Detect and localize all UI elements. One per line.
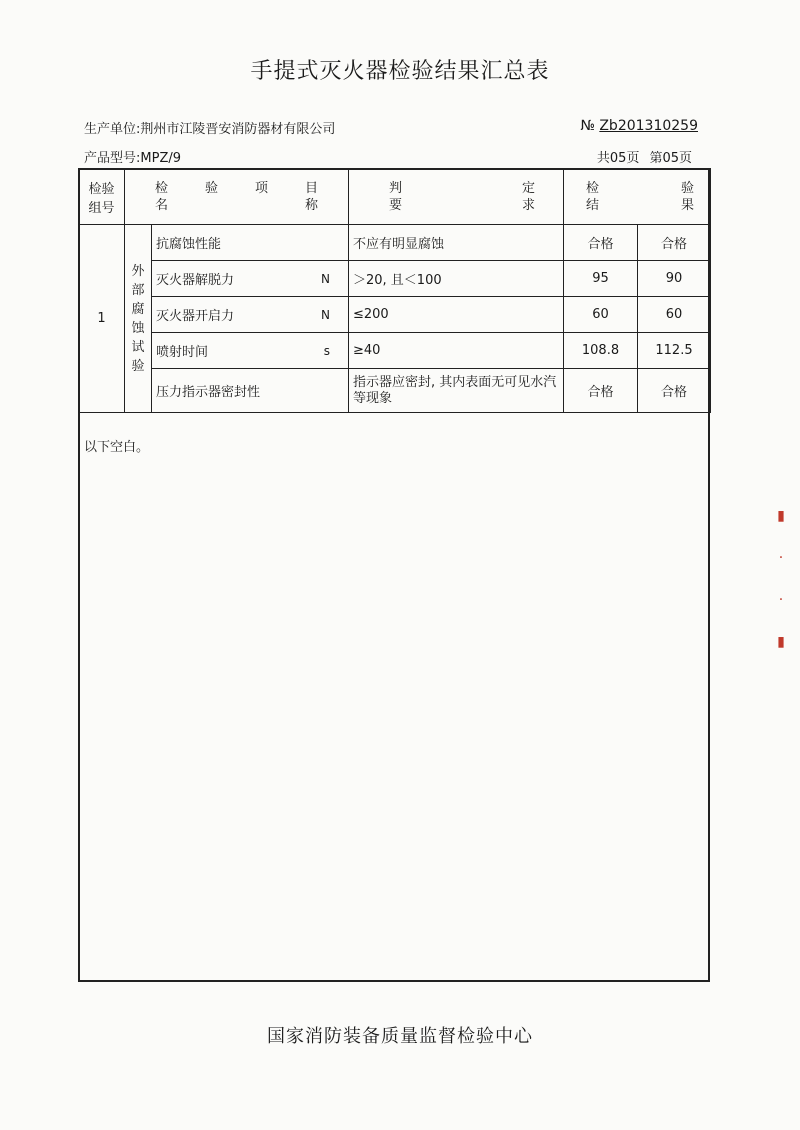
header-item-char6: 称 (304, 197, 318, 213)
report-number-prefix: № (580, 118, 595, 134)
group-name-char: 蚀 (131, 320, 145, 336)
header-item (125, 169, 349, 225)
producer-line (84, 118, 335, 137)
item-name: 喷射时间 s (152, 333, 349, 369)
result-1: 60 (564, 297, 638, 333)
table-row (79, 297, 711, 333)
document-title: 手提式灭火器检验结果汇总表 (250, 59, 550, 84)
item-unit: N (321, 307, 330, 322)
page-count (597, 147, 692, 166)
report-number-value: Zb201310259 (599, 118, 698, 134)
model-label: 产品型号: (84, 151, 141, 166)
header-result (564, 169, 711, 225)
header-criteria-char4: 求 (521, 197, 535, 213)
header-item-char4: 目 (304, 180, 318, 196)
item-name: 灭火器解脱力 N (152, 261, 349, 297)
group-name-char: 外 (131, 263, 145, 279)
result-2: 90 (638, 261, 711, 297)
group-name-char: 部 (131, 282, 145, 298)
item-name: 抗腐蚀性能 (152, 225, 349, 261)
page-current: 第05页 (649, 151, 692, 166)
header-item-char1: 检 (155, 180, 169, 196)
header-result-char2: 验 (680, 180, 694, 196)
group-number: 1 (79, 225, 125, 413)
item-name: 灭火器开启力 N (152, 297, 349, 333)
header-result-char1: 检 (586, 180, 600, 196)
criteria: ＞20, 且＜100 (349, 261, 564, 297)
model-value: MPZ/9 (140, 151, 182, 166)
producer-label: 生产单位: (84, 122, 141, 137)
table-row (79, 333, 711, 369)
model-line (84, 147, 181, 166)
result-1: 合格 (564, 369, 638, 413)
report-number (580, 118, 698, 134)
group-name-char: 验 (131, 358, 145, 374)
header-result-char3: 结 (586, 197, 600, 213)
group-name (125, 225, 152, 413)
result-1: 合格 (564, 225, 638, 261)
header-group-line2: 组号 (88, 200, 115, 216)
criteria: ≤200 (349, 297, 564, 333)
header-criteria-char1: 判 (389, 180, 403, 196)
item-unit: N (321, 271, 330, 286)
issuer-footer: 国家消防装备质量监督检验中心 (267, 1026, 533, 1047)
group-name-char: 试 (131, 339, 145, 355)
header-item-char5: 名 (155, 197, 169, 213)
header-item-char3: 项 (254, 180, 268, 196)
header-group-line1: 检验 (88, 181, 115, 197)
table-header (79, 169, 711, 225)
criteria: ≥40 (349, 333, 564, 369)
item-name: 压力指示器密封性 (152, 369, 349, 413)
result-2: 60 (638, 297, 711, 333)
page-total: 共05页 (596, 151, 640, 166)
result-2: 合格 (638, 369, 711, 413)
criteria: 不应有明显腐蚀 (349, 225, 564, 261)
producer-value: 荆州市江陵晋安消防器材有限公司 (140, 122, 336, 137)
group-name-char: 腐 (131, 301, 145, 317)
header-criteria-char3: 要 (389, 197, 403, 213)
table-row (79, 369, 711, 413)
seal-fragment-icon: ▮ · · ▮ (777, 508, 785, 650)
table-row (79, 261, 711, 297)
result-1: 108.8 (564, 333, 638, 369)
criteria: 指示器应密封, 其内表面无可见水汽等现象 (349, 369, 564, 413)
header-result-char4: 果 (680, 197, 694, 213)
result-2: 合格 (638, 225, 711, 261)
header-criteria-char2: 定 (521, 180, 535, 196)
results-table (78, 168, 711, 413)
result-1: 95 (564, 261, 638, 297)
result-2: 112.5 (638, 333, 711, 369)
blank-note: 以下空白。 (84, 440, 150, 455)
header-item-char2: 验 (204, 180, 218, 196)
item-unit: s (323, 343, 330, 358)
header-criteria (349, 169, 564, 225)
header-group (79, 169, 125, 225)
table-row (79, 225, 711, 261)
